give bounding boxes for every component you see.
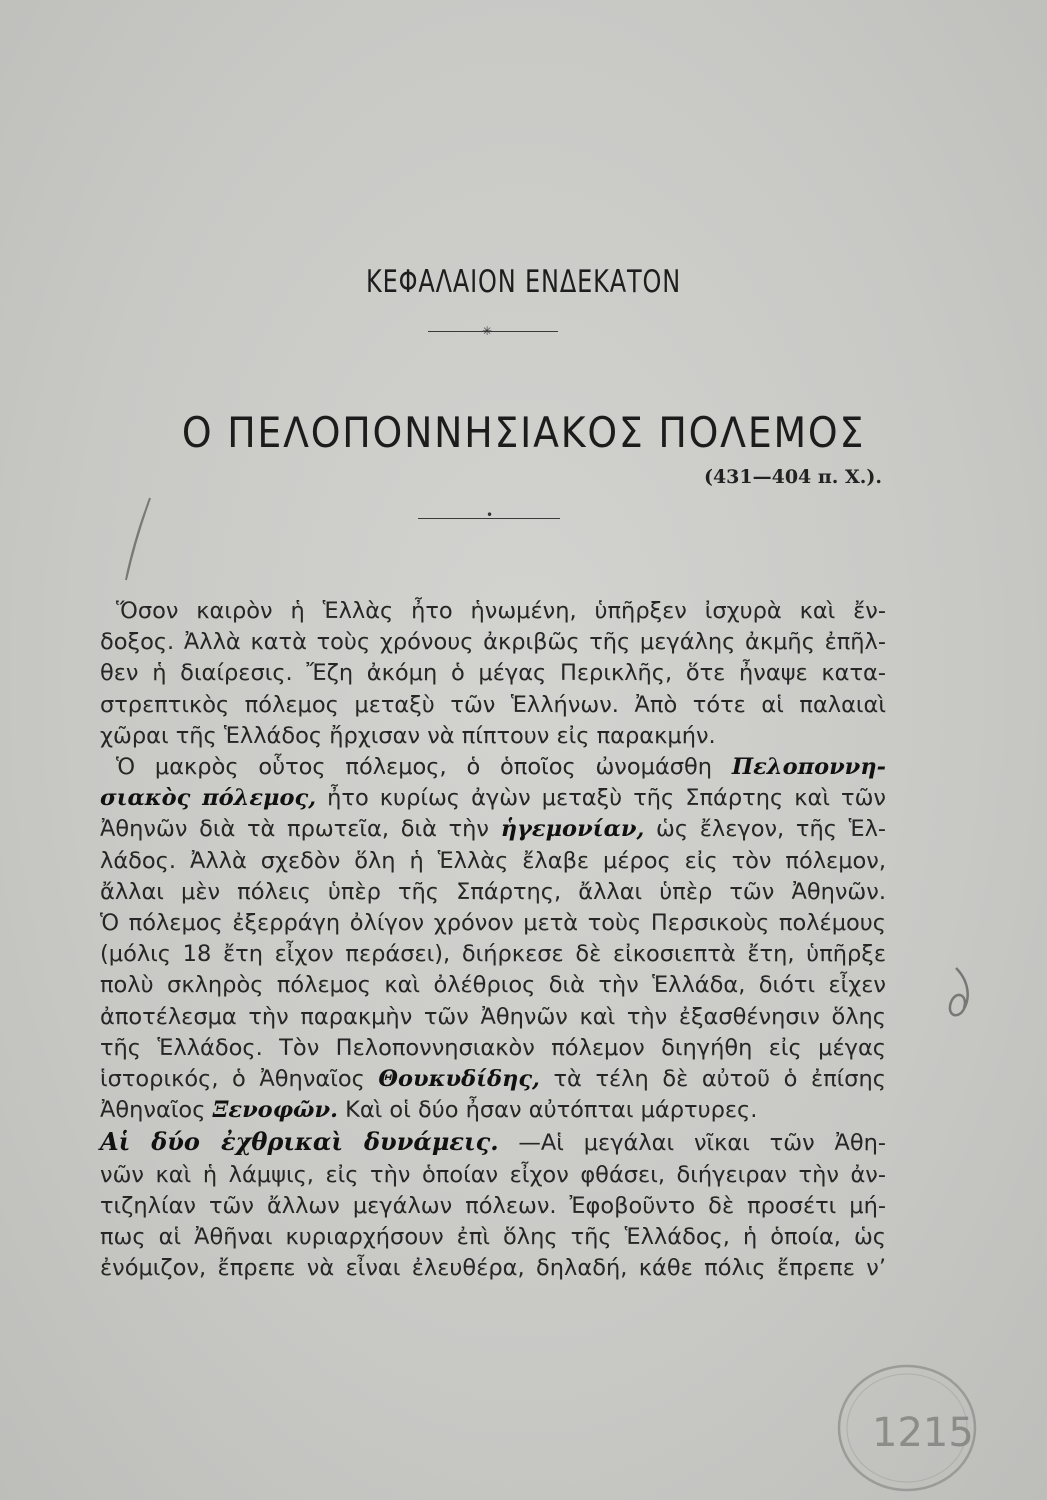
text-line: Ὁ πόλεμος ἐξερράγη ὀλίγον χρόνον μετὰ τοὺς Περσικοὺς πολέμους xyxy=(100,910,886,937)
text-line: ἀποτέλεσμα τὴν παρακμὴν τῶν Ἀθηνῶν καὶ τὴν ἐξασθένησιν ὅλης xyxy=(100,1003,886,1030)
text-line xyxy=(100,752,886,783)
text-run: ἦτο κυρίως ἀγὼν μεταξὺ τῆς Σπάρτης καὶ τῶν xyxy=(327,785,886,812)
text-line: (μόλις 18 ἔτη εἶχον περάσει), διήρκεσε δὲ εἰκοσιεπτὰ ἔτη, ὑπῆρξε xyxy=(100,941,886,968)
library-stamp-icon xyxy=(832,1360,982,1500)
chapter-heading: ΚΕΦΑΛΑΙΟΝ ΕΝΔΕΚΑΤΟΝ xyxy=(365,264,682,300)
paragraph-1 xyxy=(100,596,886,752)
text-line: τιζηλίαν τῶν ἄλλων μεγάλων πόλεων. Ἐφοβοῦντο δὲ προσέτι μή- xyxy=(100,1192,886,1219)
text-line xyxy=(100,1126,886,1159)
text-run: ὡς ἔλεγον, τῆς Ἑλ- xyxy=(656,816,887,843)
ornament-rule-top xyxy=(428,331,558,332)
text-line: νῶν καὶ ἡ λάμψις, εἰς τὴν ὁποίαν εἶχον φθάσει, διήγειραν τὴν ἀν- xyxy=(100,1161,886,1188)
paragraph-2 xyxy=(100,752,886,1126)
ornament-flourish-icon: ✳ xyxy=(482,324,493,338)
text-line: λάδος. Ἀλλὰ σχεδὸν ὅλη ἡ Ἑλλὰς ἔλαβε μέρος εἰς τὸν πόλεμον, xyxy=(100,847,886,874)
text-run: τὰ τέλη δὲ αὐτοῦ ὁ ἐπίσης xyxy=(553,1066,886,1093)
date-range: (431—404 π. Χ.). xyxy=(703,466,882,488)
text-run: ἱστορικός, ὁ Ἀθηναῖος xyxy=(100,1066,365,1093)
text-line: ἄλλαι μὲν πόλεις ὑπὲρ τῆς Σπάρτης, ἄλλαι ὑπὲρ τῶν Ἀθηνῶν. xyxy=(100,878,886,905)
text-line: ἐνόμιζον, ἔπρεπε νὰ εἶναι ἐλευθέρα, δηλαδή, κάθε πόλις ἔπρεπε ν’ xyxy=(100,1255,886,1282)
text-line: πολὺ σκληρὸς πόλεμος καὶ ὀλέθριος διὰ τὴν Ἑλλάδα, διότι εἶχεν xyxy=(100,972,886,999)
text-line: Ὅσον καιρὸν ἡ Ἑλλὰς ἦτο ἡνωμένη, ὑπῆρξεν ἰσχυρὰ καὶ ἔν- xyxy=(116,598,886,624)
text-run: Ἀθηνῶν διὰ τὰ πρωτεῖα, διὰ τὴν xyxy=(100,816,489,843)
body-text xyxy=(100,596,886,1284)
section-title: Ο ΠΕΛΟΠΟΝΝΗΣΙΑΚΟΣ ΠΟΛΕΜΟΣ xyxy=(181,408,866,457)
text-run: Ὁ μακρὸς οὗτος πόλεμος, ὁ ὁποῖος ὠνομάσθη xyxy=(116,754,713,781)
paragraph-3 xyxy=(100,1126,886,1284)
text-line: στρεπτικὸς πόλεμος μεταξὺ τῶν Ἑλλήνων. Ἀπὸ τότε αἱ παλαιαὶ xyxy=(100,691,886,718)
key-term: Πελοποννη- xyxy=(731,754,886,781)
text-run: —Αἱ μεγάλαι νῖκαι τῶν Ἀθη- xyxy=(518,1130,887,1157)
text-line: τῆς Ἑλλάδος. Τὸν Πελοποννησιακὸν πόλεμον διηγήθη εἰς μέγας xyxy=(100,1034,886,1061)
key-term: Ξενοφῶν. xyxy=(212,1097,338,1124)
pencil-annotation-icon xyxy=(112,490,162,590)
stamp-number: 1215 xyxy=(872,1410,974,1456)
text-line: χῶραι τῆς Ἑλλάδος ἤρχισαν νὰ πίπτουν εἰς παρακμήν. xyxy=(100,722,716,749)
text-line xyxy=(100,814,886,845)
text-line xyxy=(100,1064,886,1095)
margin-pencil-mark-icon xyxy=(928,960,988,1030)
text-line: πως αἱ Ἀθῆναι κυριαρχήσουν ἐπὶ ὅλης τῆς Ἑλλάδος, ἡ ὁποία, ὡς xyxy=(100,1224,886,1251)
ornament-dot-icon: • xyxy=(486,508,494,522)
key-term: σιακὸς πόλεμος, xyxy=(100,785,317,812)
text-run: Καὶ οἱ δύο ἦσαν αὐτόπται μάρτυρες. xyxy=(345,1097,758,1124)
text-line xyxy=(100,1095,886,1126)
text-line xyxy=(100,783,886,814)
key-term: Θουκυδίδης, xyxy=(378,1066,540,1093)
text-run: Ἀθηναῖος xyxy=(100,1097,206,1124)
text-line: θεν ἡ διαίρεσις. Ἔζη ἀκόμη ὁ μέγας Περικλῆς, ὅτε ἦναψε κατα- xyxy=(100,660,886,687)
text-line: δοξος. Ἀλλὰ κατὰ τοὺς χρόνους ἀκριβῶς τῆς μεγάλης ἀκμῆς ἐπῆλ- xyxy=(100,629,886,656)
section-subheading: Αἱ δύο ἐχθρικαὶ δυνάμεις. xyxy=(100,1127,499,1157)
key-term: ἡγεμονίαν, xyxy=(500,816,645,843)
